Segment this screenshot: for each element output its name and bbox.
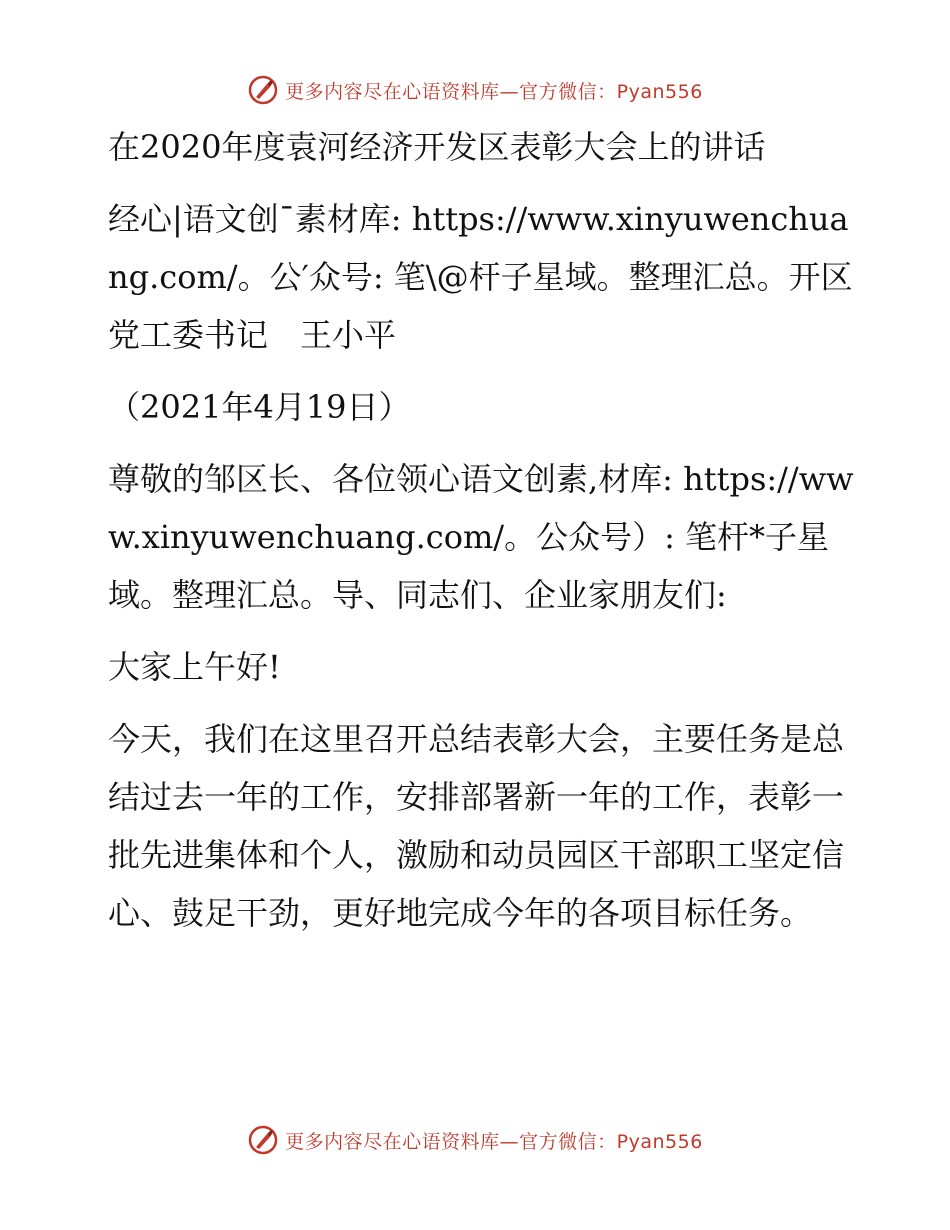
- document-body: [96, 118, 856, 956]
- footer-watermark-banner: [0, 1120, 950, 1160]
- paragraph-salutation: 尊敬的邹区长、各位领心语文创素,材库: https://www.xinyuwenchuang.com/。公众号）: 笔杆*子星域。整理汇总。导、同志们、企业家朋友们:: [108, 460, 854, 614]
- paragraph-source-and-author: 经心|语文创¯素材库: https://www.xinyuwenchuang.com/。公′众号: 笔\@杆子星域。整理汇总。开区党工委书记 王小平: [108, 200, 853, 354]
- footer-watermark-text: 更多内容尽在心语资料库—官方微信：Pyan556: [285, 1130, 703, 1153]
- header-watermark-text: 更多内容尽在心语资料库—官方微信：Pyan556: [285, 80, 703, 103]
- document-title: 在2020年度袁河经济开发区表彰大会上的讲话: [108, 128, 766, 166]
- paragraph-date: （2021年4月19日）: [108, 388, 411, 426]
- header-watermark-banner: [0, 70, 950, 110]
- pen-nib-logo-icon: [247, 1124, 279, 1156]
- pen-nib-logo-icon: [247, 74, 279, 106]
- paragraph-intro: 今天，我们在这里召开总结表彰大会，主要任务是总结过去一年的工作，安排部署新一年的工作，表彰一批先进集体和个人，激励和动员园区干部职工坚定信心、鼓足干劲，更好地完成今年的各项目标任务。: [108, 720, 845, 932]
- paragraph-greeting: 大家上午好!: [108, 648, 281, 686]
